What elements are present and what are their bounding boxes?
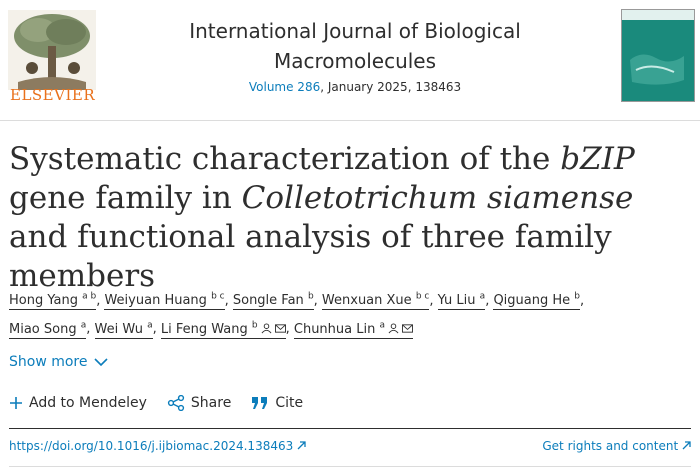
bottom-divider <box>9 466 691 467</box>
author-list: Hong Yang $^{a b}$, Weiyuan Huang $^{b c}$, Songle Fan $^b$, Wenxuan Xue $^{b c}$, Yu Liu $^a$, Qiguang He $^b$, Miao Song $^a$, Wei Wu $^a$, Li Feng Wang $^b$ , Chunhua Lin $^a$ <box>9 292 585 337</box>
journal-title-line1[interactable]: International Journal of Biological <box>189 19 521 43</box>
cite-label: Cite <box>275 395 304 411</box>
article-header <box>0 0 700 121</box>
chevron-down-icon <box>94 357 108 367</box>
issue-date: , January 2025, 138463 <box>320 80 462 94</box>
rights-text: Get rights and content <box>542 439 679 453</box>
author-link[interactable]: Miao Song $^a$ <box>9 320 87 337</box>
journal-title-line2[interactable]: Macromolecules <box>273 49 437 73</box>
cover-artwork <box>622 10 694 101</box>
author-link[interactable]: Wei Wu $^a$ <box>94 320 153 337</box>
share-label: Share <box>190 395 232 411</box>
envelope-icon <box>275 323 286 334</box>
person-icon <box>388 323 399 334</box>
show-more-label: Show more <box>9 354 88 370</box>
doi-text: https://doi.org/10.1016/j.ijbiomac.2024.138463 <box>9 439 294 453</box>
cite-button[interactable] <box>251 395 303 411</box>
issue-info <box>150 80 560 94</box>
mendeley-label: Add to Mendeley <box>29 395 147 411</box>
envelope-icon <box>402 323 413 334</box>
quote-icon <box>251 396 269 410</box>
doi-link[interactable] <box>9 439 306 453</box>
divider <box>9 428 691 429</box>
share-icon <box>167 395 185 411</box>
author-link[interactable]: Songle Fan $^b$ <box>232 292 314 309</box>
person-icon <box>261 323 272 334</box>
author-link[interactable]: Qiguang He $^b$ <box>493 292 581 309</box>
author-link[interactable]: Hong Yang $^{a b}$ <box>9 292 97 309</box>
journal-cover[interactable] <box>621 9 695 102</box>
publisher-name: ELSEVIER <box>10 86 96 104</box>
article-title: Systematic characterization of the bZIP gene family in Colletotrichum siamense and functional analysis of three family members <box>9 141 635 294</box>
author-link[interactable]: Chunhua Lin $^a$ <box>294 322 413 339</box>
elsevier-tree-logo <box>8 10 96 90</box>
volume-link[interactable]: Volume 286 <box>248 80 321 94</box>
article-actions <box>9 395 303 411</box>
external-link-icon <box>297 441 306 450</box>
rights-link[interactable] <box>542 439 691 453</box>
external-link-icon <box>682 441 691 450</box>
share-button[interactable] <box>167 395 231 411</box>
author-link[interactable]: Weiyuan Huang $^{b c}$ <box>104 292 225 309</box>
author-link[interactable]: Li Feng Wang $^b$ <box>161 322 286 339</box>
author-link[interactable]: Yu Liu $^a$ <box>437 292 486 309</box>
journal-info <box>150 16 560 94</box>
add-to-mendeley-button[interactable] <box>9 395 147 411</box>
show-more-button[interactable] <box>9 354 108 370</box>
plus-icon <box>9 396 23 410</box>
author-link[interactable]: Wenxuan Xue $^{b c}$ <box>321 292 430 309</box>
